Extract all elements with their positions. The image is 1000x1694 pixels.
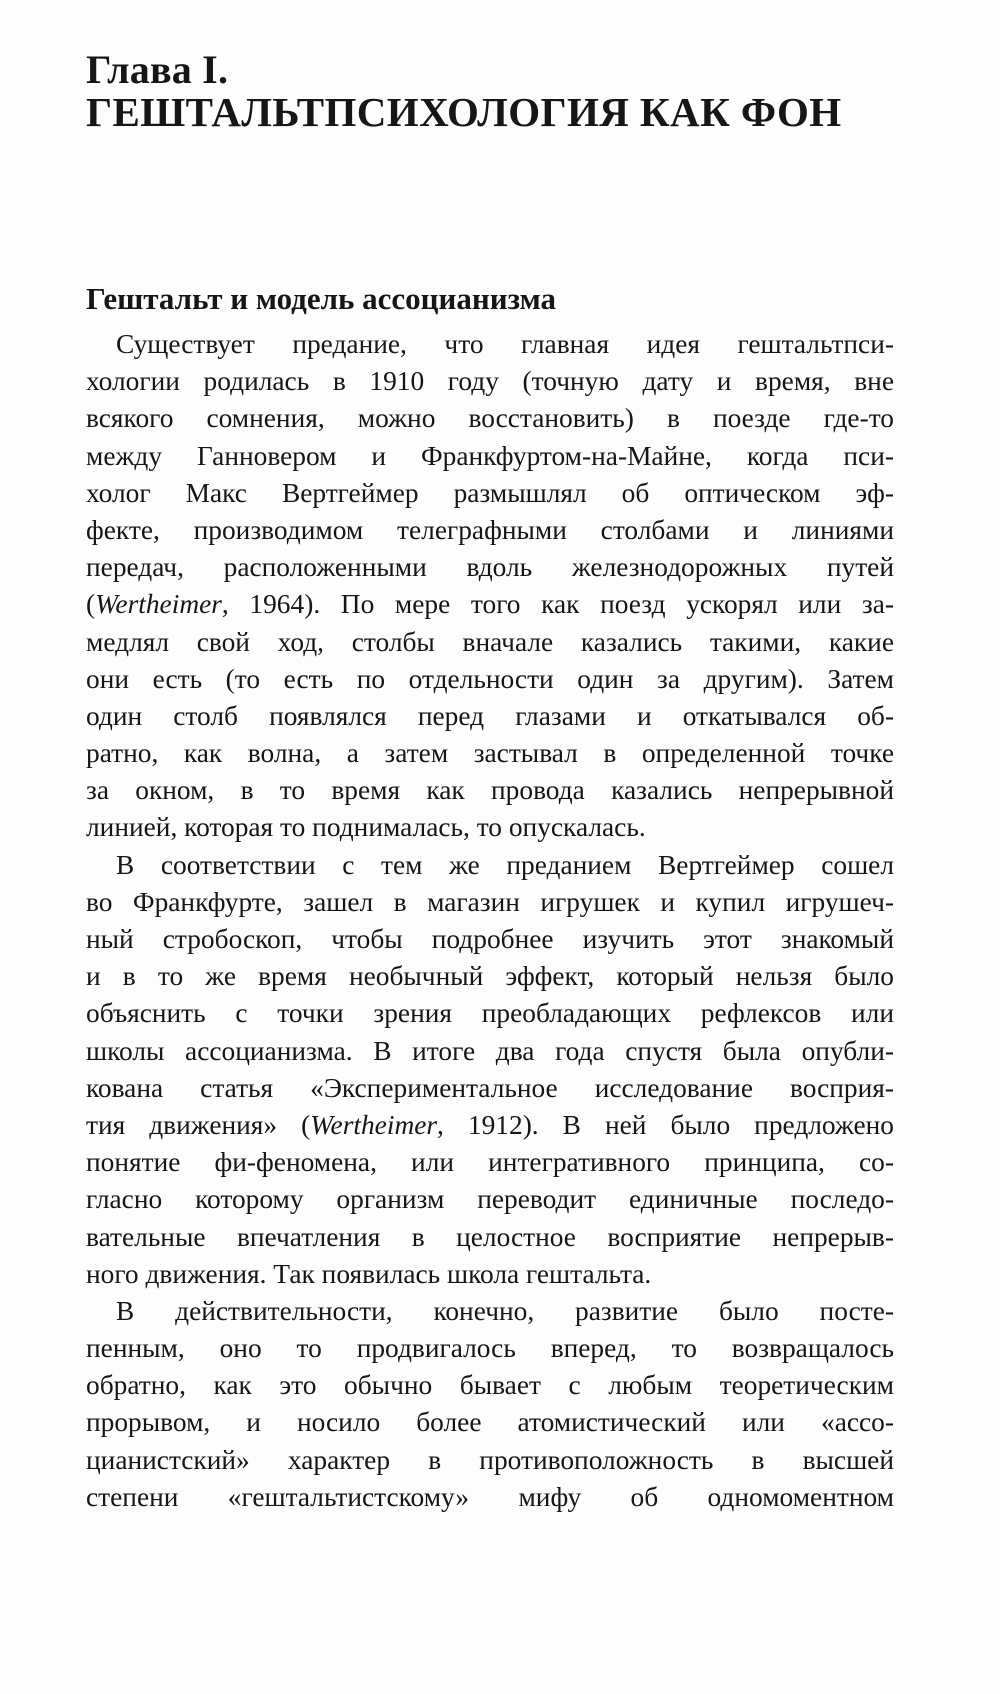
text-line: передач, расположенными вдоль железнодорожных путей <box>86 552 894 583</box>
text-line: школы ассоцианизма. В итоге два года спустя была опубли- <box>86 1035 894 1066</box>
text-line: ного движения. Так появилась школа гештальта. <box>86 1258 652 1289</box>
text-line: хологии родилась в 1910 году (точную дату и время, вне <box>86 366 894 397</box>
text-line: ратно, как волна, а затем застывал в определенной точке <box>86 738 894 769</box>
citation-open: ( <box>86 589 96 620</box>
citation-author: Wertheimer <box>95 589 222 620</box>
text-line: цианистский» характер в противоположность в высшей <box>86 1444 894 1475</box>
text-line: ный стробоскоп, чтобы подробнее изучить этот знакомый <box>86 924 894 954</box>
text-line: В действительности, конечно, развитие было посте- <box>116 1295 894 1326</box>
text-line: один столб появлялся перед глазами и откатывался об- <box>86 700 894 731</box>
citation-author: Wertheimer <box>310 1109 438 1140</box>
chapter-title: ГЕШТАЛЬТПСИХОЛОГИЯ КАК ФОН <box>86 89 842 135</box>
text-line: холог Макс Вертгеймер размышлял об оптическом эф- <box>86 477 894 508</box>
text-line: обратно, как это обычно бывает с любым теоретическим <box>86 1370 894 1401</box>
section-heading: Гештальт и модель ассоцианизма <box>86 281 557 316</box>
text-line: гласно которому организм переводит единичные последо- <box>86 1184 894 1215</box>
text-line: фекте, производимом телеграфными столбами и линиями <box>86 514 894 545</box>
text-line: они есть (то есть по отдельности один за другим). Затем <box>86 663 894 694</box>
body-text <box>86 326 894 1516</box>
text-line-citation <box>86 1107 894 1144</box>
text-line: и в то же время необычный эффект, который нельзя было <box>86 961 894 992</box>
text-line: всякого сомнения, можно восстановить) в поезде где-то <box>86 403 894 434</box>
citation-rest: , 1912). В ней было предложено <box>437 1109 895 1140</box>
text-line: Существует предание, что главная идея гештальтпси- <box>116 329 894 359</box>
text-line: за окном, в то время как провода казались непрерывной <box>86 775 894 806</box>
text-line: линией, которая то поднималась, то опускалась. <box>86 812 646 843</box>
text-line: вательные впечатления в целостное восприятие непрерыв- <box>86 1221 894 1252</box>
text-line: понятие фи-феномена, или интегративного принципа, со- <box>86 1147 894 1178</box>
text-line: между Ганновером и Франкфуртом-на-Майне, когда пси- <box>86 440 894 471</box>
text-line-citation <box>86 586 894 623</box>
text-line: во Франкфурте, зашел в магазин игрушек и купил игрушеч- <box>86 886 894 917</box>
text-line: В соответствии с тем же преданием Вертгеймер сошел <box>116 849 894 880</box>
text-line: объяснить с точки зрения преобладающих рефлексов или <box>86 998 894 1029</box>
citation-before: тия движения» ( <box>86 1109 311 1140</box>
text-line: пенным, оно то продвигалось вперед, то возвращалось <box>86 1333 894 1364</box>
text-line: медлял свой ход, столбы вначале казались такими, какие <box>86 626 894 657</box>
text-line: прорывом, и носило более атомистический или «ассо- <box>86 1407 894 1438</box>
citation-rest: , 1964). По мере того как поезд ускорял или за- <box>221 589 894 620</box>
text-line: кована статья «Экспериментальное исследование восприя- <box>86 1072 894 1103</box>
text-line: степени «гештальтистскому» мифу об одномоментном <box>86 1481 894 1512</box>
chapter-label: Глава I. <box>86 47 229 92</box>
